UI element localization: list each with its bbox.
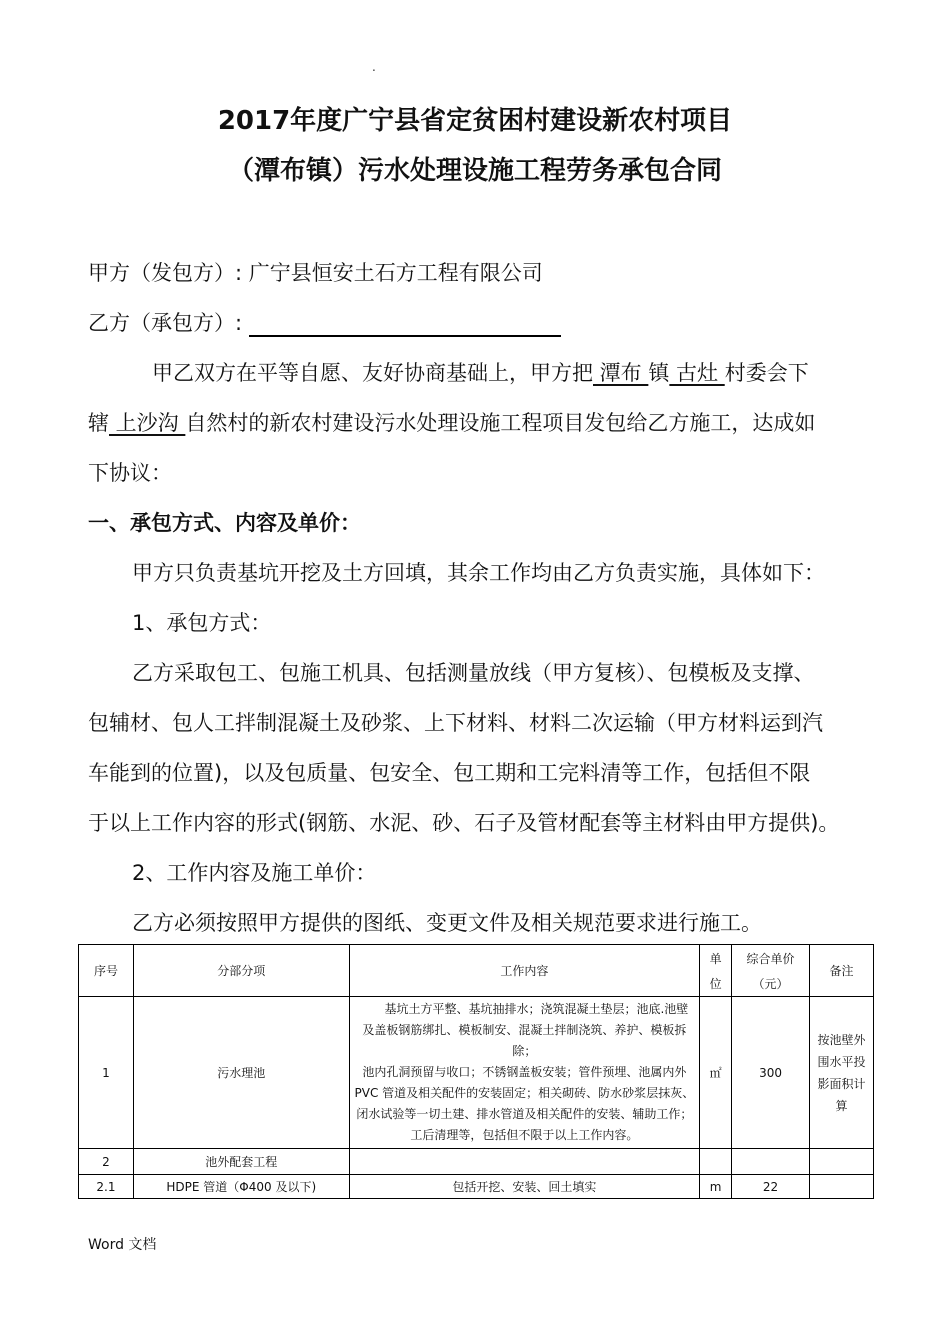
header-unit: 单 位 bbox=[700, 945, 732, 997]
row3-content: 包括开挖、安装、回土填实 bbox=[349, 1175, 699, 1199]
row2-part: 池外配套工程 bbox=[133, 1149, 349, 1175]
row2-content bbox=[349, 1149, 699, 1175]
table-row bbox=[79, 997, 874, 1149]
item-2-heading: 2、工作内容及施工单价： bbox=[132, 861, 377, 885]
document-title-line-2: （潭布镇）污水处理设施工程劳务承包合同 bbox=[227, 156, 722, 186]
village-committee-name: 古灶 bbox=[669, 361, 725, 385]
header-part: 分部分项 bbox=[133, 945, 349, 997]
row3-unit: m bbox=[700, 1175, 732, 1199]
row2-unit bbox=[700, 1149, 732, 1175]
intro-paragraph-line-3: 下协议： bbox=[88, 461, 172, 485]
town-name: 潭布 bbox=[593, 361, 649, 385]
row1-content: 基坑土方平整、基坑抽排水；浇筑混凝土垫层；池底.池壁 及盖板钢筋绑扎、模板制安、混凝土拌制浇筑、养护、模板拆除； 池内孔洞预留与收口；不锈钢盖板安装；管件预埋、池属内外 PVC 管道及相关配件的安装固定；相关砌砖、防水砂浆层抹灰、 闭水试验等一切土建、排水管道及相关配件的安装、辅助工作； 工后清理等，包括但不限于以上工作内容。 bbox=[349, 997, 699, 1149]
page-marker-dot: . bbox=[372, 60, 376, 74]
row3-remark bbox=[810, 1175, 874, 1199]
party-a-line: 甲方（发包方）: 广宁县恒安土石方工程有限公司 bbox=[88, 261, 543, 285]
header-price: 综合单价 （元） bbox=[732, 945, 810, 997]
party-b-label: 乙方（承包方）: bbox=[88, 311, 243, 335]
item-1-text-line-2: 包辅材、包人工拌制混凝土及砂浆、上下材料、材料二次运输（甲方材料运到汽 bbox=[88, 711, 823, 735]
row3-no: 2.1 bbox=[79, 1175, 134, 1199]
natural-village-name: 上沙沟 bbox=[109, 411, 186, 435]
table-row bbox=[79, 1149, 874, 1175]
item-1-text-line-4: 于以上工作内容的形式(钢筋、水泥、砂、石子及管材配套等主材料由甲方提供)。 bbox=[88, 811, 840, 835]
row1-unit: ㎡ bbox=[700, 997, 732, 1149]
header-content: 工作内容 bbox=[349, 945, 699, 997]
page-footer: Word 文档 bbox=[88, 1237, 157, 1253]
party-b-line bbox=[88, 307, 561, 337]
header-remark: 备注 bbox=[810, 945, 874, 997]
party-b-blank-field[interactable] bbox=[249, 313, 561, 337]
row1-remark: 按池壁外 围水平投 影面积计 算 bbox=[810, 997, 874, 1149]
row2-no: 2 bbox=[79, 1149, 134, 1175]
intro-paragraph-line-1: 甲乙双方在平等自愿、友好协商基础上，甲方把 潭布 镇 古灶 村委会下 bbox=[152, 361, 809, 385]
item-2-text: 乙方必须按照甲方提供的图纸、变更文件及相关规范要求进行施工。 bbox=[132, 911, 762, 935]
header-no: 序号 bbox=[79, 945, 134, 997]
intro-paragraph-line-2: 辖 上沙沟 自然村的新农村建设污水处理设施工程项目发包给乙方施工，达成如 bbox=[88, 411, 816, 435]
section-1-intro: 甲方只负责基坑开挖及土方回填，其余工作均由乙方负责实施，具体如下： bbox=[132, 561, 825, 585]
table-header-row bbox=[79, 945, 874, 997]
work-content-table bbox=[78, 944, 874, 1199]
row1-part: 污水理池 bbox=[133, 997, 349, 1149]
row3-part: HDPE 管道（Φ400 及以下) bbox=[133, 1175, 349, 1199]
table-row bbox=[79, 1175, 874, 1199]
item-1-text-line-1: 乙方采取包工、包施工机具、包括测量放线（甲方复核）、包模板及支撑、 bbox=[132, 661, 815, 685]
row2-price bbox=[732, 1149, 810, 1175]
document-title-line-1: 2017年度广宁县省定贫困村建设新农村项目 bbox=[217, 106, 733, 136]
row2-remark bbox=[810, 1149, 874, 1175]
section-1-heading: 一、承包方式、内容及单价： bbox=[88, 511, 361, 535]
item-1-heading: 1、承包方式： bbox=[132, 611, 272, 635]
item-1-text-line-3: 车能到的位置)，以及包质量、包安全、包工期和工完料清等工作，包括但不限 bbox=[88, 761, 811, 785]
row1-no: 1 bbox=[79, 997, 134, 1149]
row1-price: 300 bbox=[732, 997, 810, 1149]
row3-price: 22 bbox=[732, 1175, 810, 1199]
